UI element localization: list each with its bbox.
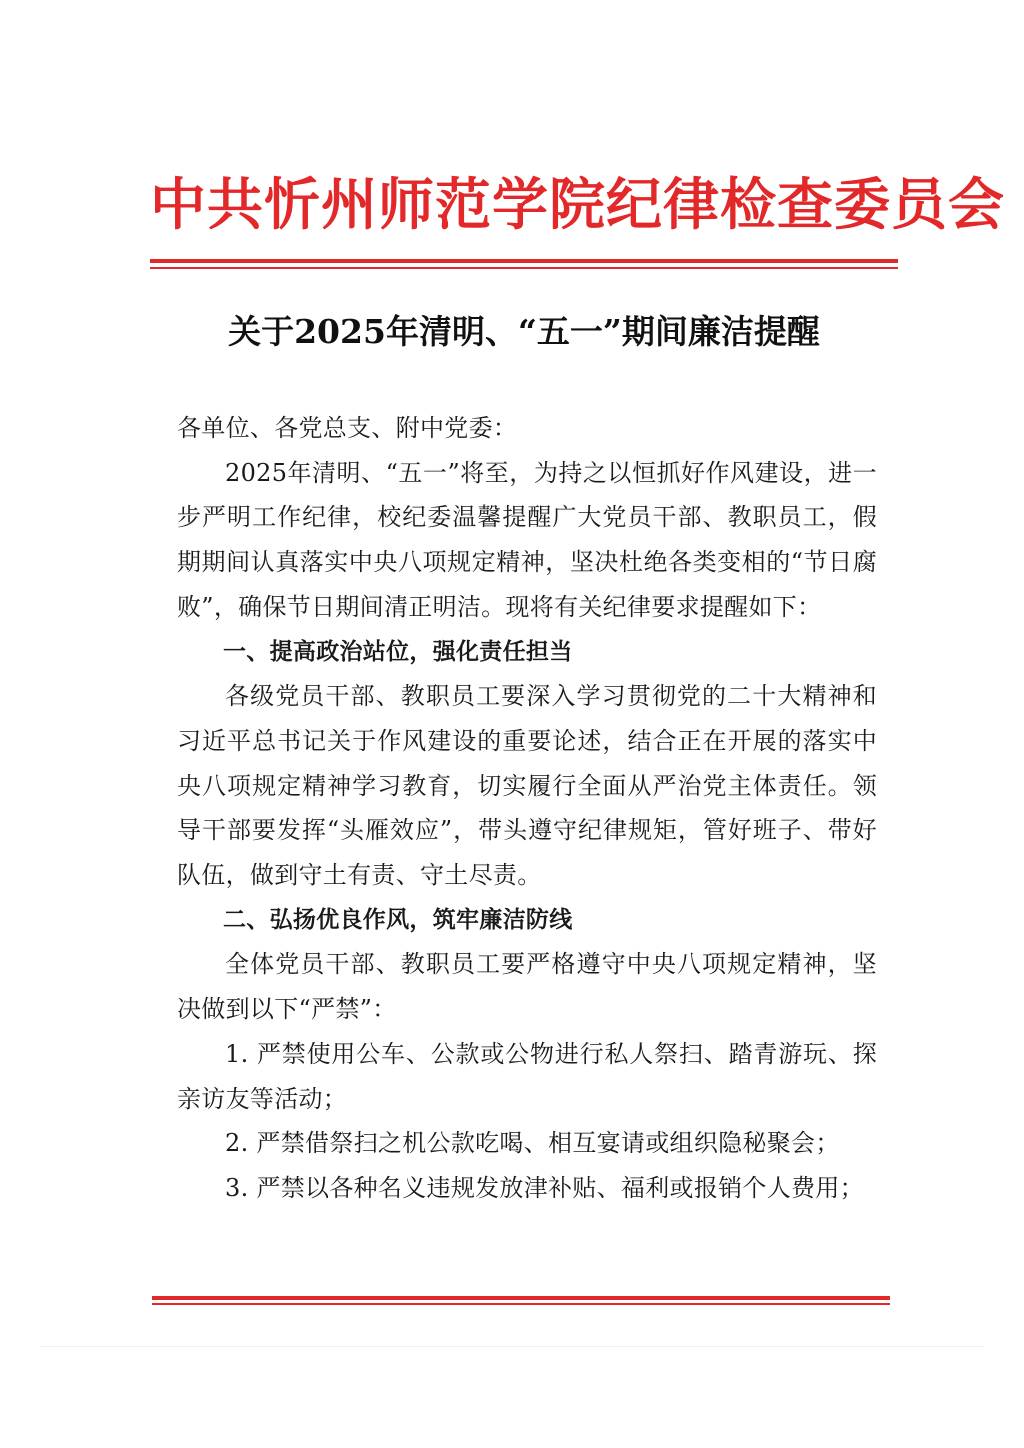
page-bottom-line [40,1346,984,1347]
intro-paragraph: 2025年清明、“五一”将至，为持之以恒抓好作风建设，进一步严明工作纪律，校纪委温馨提醒广大党员干部、教职员工，假期期间认真落实中央八项规定精神，坚决杜绝各类变相的“节日腐败”，确保节日期间清正明洁。现将有关纪律要求提醒如下： [177,458,877,621]
section-paragraph-2: 全体党员干部、教职员工要严格遵守中央八项规定精神，坚决做到以下“严禁”： [177,950,877,1024]
letterhead-org-name: 中共忻州师范学院纪律检查委员会 [150,173,1005,238]
section-heading-2: 二、弘扬优良作风，筑牢廉洁防线 [223,906,573,933]
section-heading-1: 一、提高政治站位，强化责任担当 [223,638,573,665]
document-title: 关于2025年清明、“五一”期间廉洁提醒 [228,312,820,351]
section-paragraph-1: 各级党员干部、教职员工要深入学习贯彻党的二十大精神和习近平总书记关于作风建设的重要论述，结合正在开展的落实中央八项规定精神学习教育，切实履行全面从严治党主体责任。领导干部要发挥“头雁效应”，带头遵守纪律规矩，管好班子、带好队伍，做到守土有责、守土尽责。 [177,682,877,890]
list-item-1: 1. 严禁使用公车、公款或公物进行私人祭扫、踏青游玩、探亲访友等活动； [177,1039,877,1113]
footer-divider-thick [152,1296,890,1300]
footer-divider-thin [152,1303,890,1305]
letterhead-divider-thick [150,259,898,263]
document-body [177,406,877,1211]
salutation: 各单位、各党总支、附中党委： [177,414,518,442]
letterhead-divider-thin [150,267,898,269]
list-item-3: 3. 严禁以各种名义违规发放津补贴、福利或报销个人费用； [225,1173,864,1202]
list-item-2: 2. 严禁借祭扫之机公款吃喝、相互宴请或组织隐秘聚会； [225,1129,840,1158]
